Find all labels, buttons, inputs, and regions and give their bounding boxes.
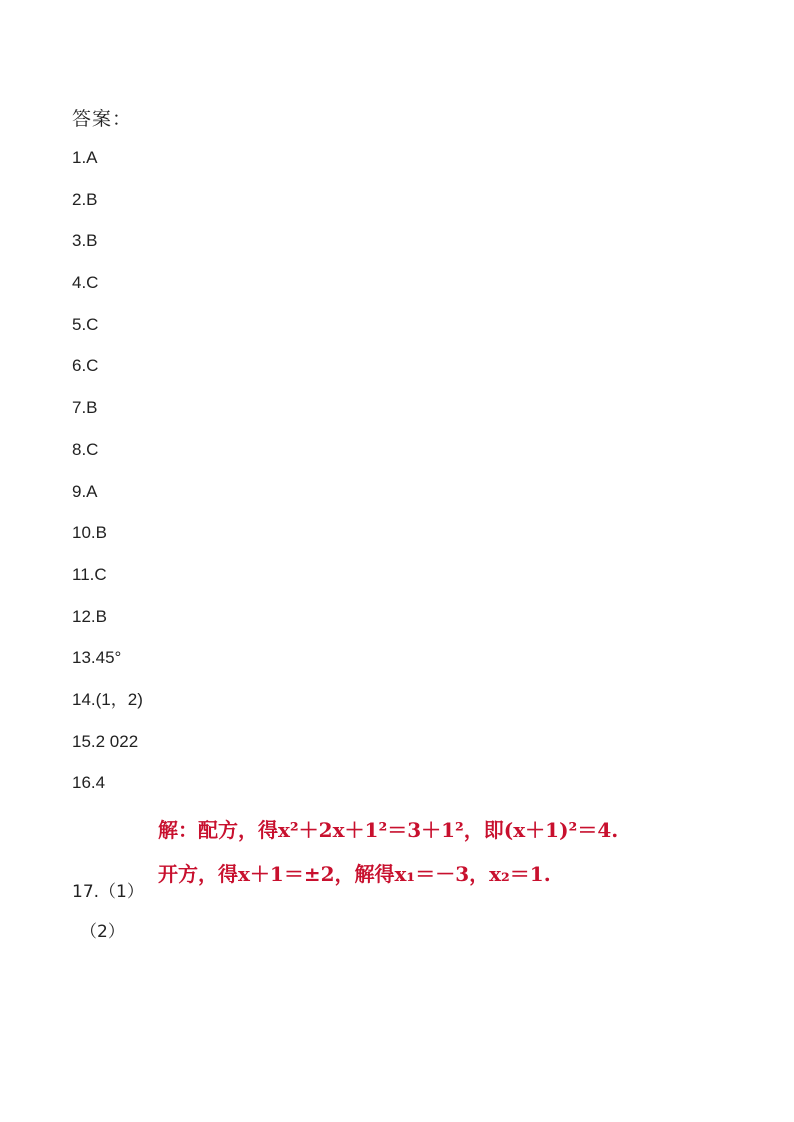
answer-item: 3.B [72,231,98,251]
answer-item: 4.C [72,273,99,293]
answer-item: 8.C [72,439,99,459]
answer-item: 6.C [72,356,99,376]
answer-item: 16.4 [72,773,106,793]
answer-item: 5.C [72,314,99,334]
answer-item: 11.C [72,564,107,584]
answer-item: 9.A [72,481,98,501]
answer-item: 10.B [72,523,107,543]
answer-item: 7.B [72,398,98,418]
q17-solution-image [158,812,618,900]
solution-line-2: 开方，得x＋1＝±2，解得x₁＝－3，x₂＝1. [158,862,551,886]
q17-part2-label: （2） [80,922,125,942]
answer-heading: 答案： [72,108,133,130]
answer-item: 15.2 022 [72,731,139,751]
answer-item: 1.A [72,148,98,167]
q17-part1-label: 17.（1） [72,882,144,902]
answer-list [72,146,143,813]
answer-item: 14.(1，2) [72,689,143,709]
solution-line-1: 解：配方，得x²＋2x＋1²＝3＋1²，即(x＋1)²＝4. [158,818,619,842]
answer-item: 12.B [72,606,107,626]
answer-item: 2.B [72,189,98,209]
answer-item: 13.45° [72,648,122,668]
